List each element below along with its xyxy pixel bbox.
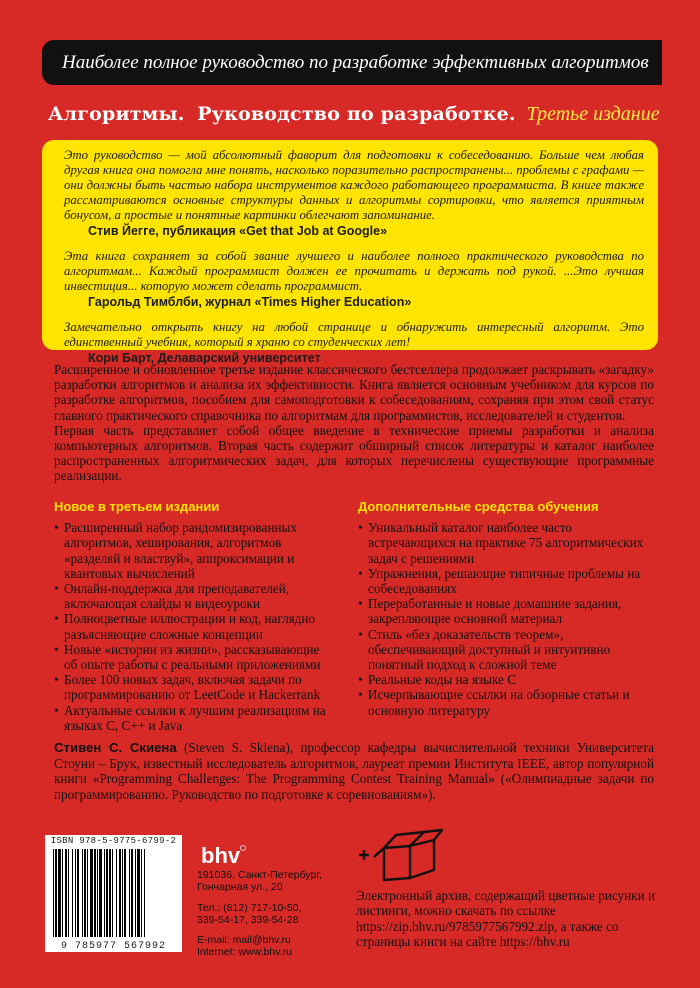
barcode-bar <box>65 849 67 937</box>
publisher-phone: Тел.: (812) 717-10-50, <box>197 901 302 914</box>
reviews-box <box>42 140 658 365</box>
list-item: • Стиль «без доказательств теорем», обеспечивающий доступный и интуитивно понятный подход к сложной теме <box>358 627 654 673</box>
publisher-website: Internet: www.bhv.ru <box>197 946 292 959</box>
barcode-bar <box>55 849 57 937</box>
list-item: • Уникальный каталог наиболее часто встречающихся на практике 75 алгоритмических задач с решениями <box>358 520 654 566</box>
title-sub: Руководство по разработке. <box>197 103 516 125</box>
barcode-bar <box>82 849 83 937</box>
new-features-column <box>54 499 334 733</box>
banner-text: Наиболее полное руководство по разработке эффективных алгоритмов <box>62 51 649 73</box>
barcode-bar <box>68 849 69 937</box>
barcode-bar <box>112 849 113 937</box>
barcode-bar <box>124 849 126 937</box>
barcode-bar <box>116 849 117 937</box>
list-item: • Упражнения, решающие типичные проблемы на собеседованиях <box>358 566 654 596</box>
barcode-bar <box>119 849 121 937</box>
barcode-bar <box>99 849 102 937</box>
publisher-address: 191036, Санкт-Петербург, <box>197 869 322 881</box>
review-text: Эта книга сохраняет за собой звание лучшего и наиболее полного практического руководства по алгоритмам... Каждый программист должен ее прочитать и держать под рукой. ...Это лучшая инвестиция... которую может сделать программист. <box>64 249 644 293</box>
author-bio <box>54 740 654 802</box>
list-item: • Новые «истории из жизни», рассказывающие об опыте работы с реальными приложениями <box>54 642 334 672</box>
open-box-icon <box>352 826 448 882</box>
list-item: • Полноцветные иллюстрации и код, наглядно разъясняющие сложные концепции <box>54 611 334 641</box>
barcode-bar <box>84 849 86 937</box>
barcode-bar <box>58 849 61 937</box>
barcode-bar <box>53 849 54 937</box>
barcode-bar <box>144 849 145 937</box>
review-text: Замечательно открыть книгу на любой странице и обнаружить интересный алгоритм. Это единственный учебник, который я храню со студенческих лет! <box>64 320 644 349</box>
title-edition: Третье издание <box>526 103 660 125</box>
description-paragraph: Первая часть представляет собой общее введение в технические приемы разработки и анализа компьютерных алгоритмов. Вторая часть содержит обширный список литературы и каталог наиболее распространенных алгоритмических задач, для которых перечислены существующие программные реализации. <box>54 422 654 484</box>
barcode-bar <box>62 849 63 937</box>
barcode-bar <box>72 849 73 937</box>
barcode-bars <box>51 849 176 937</box>
barcode-bar <box>94 849 96 937</box>
barcode-bar <box>129 849 130 937</box>
list-item: • Исчерпывающие ссылки на обзорные статьи и основную литературу <box>358 687 654 717</box>
list-item: • Расширенный набор рандомизированных алгоритмов, хеширования, алгоритмов «разделяй и властвуй», аппроксимации и квантовых вычислений <box>54 520 334 581</box>
svg-text:bhv: bhv <box>201 843 241 868</box>
list-item: • Реальные коды на языке C <box>358 672 654 687</box>
publisher-phone: 339-54-17, 339-54-28 <box>197 913 299 926</box>
publisher-contacts <box>197 869 322 959</box>
barcode-bar <box>141 849 142 937</box>
barcode-bar <box>90 849 93 937</box>
isbn-digits: 9 785977 567992 <box>60 941 166 952</box>
isbn-barcode <box>45 835 182 952</box>
list-item: • Онлайн-поддержка для преподавателей, включающая слайды и видеоуроки <box>54 581 334 611</box>
barcode-bar <box>122 849 123 937</box>
barcode-bar <box>87 849 88 937</box>
extra-tools-list <box>358 520 654 718</box>
review-author: Стив Йегге, публикация «Get that Job at Google» <box>88 224 388 238</box>
top-banner <box>42 40 662 85</box>
barcode-bar <box>104 849 105 937</box>
title-main: Алгоритмы. <box>48 103 185 125</box>
book-title <box>48 103 668 126</box>
barcode-bar <box>131 849 133 937</box>
archive-note: Электронный архив, содержащий цветные рисунки и листинги, можно скачать по ссылке https://zip.bhv.ru/9785977567992.zip, а также со страницы книги на сайте https://bhv.ru <box>356 888 656 950</box>
extra-tools-column <box>358 499 654 718</box>
barcode-bar <box>77 849 79 937</box>
barcode-bar <box>109 849 111 937</box>
barcode-bar <box>106 849 108 937</box>
new-features-list <box>54 520 334 733</box>
review-author: Кори Барт, Делаварский университет <box>88 351 321 365</box>
list-item: • Переработанные и новые домашние задания, закрепляющие основной материал <box>358 596 654 626</box>
isbn-label: ISBN 978-5-9775-6799-2 <box>50 836 177 846</box>
publisher-address: Гончарная ул., 20 <box>197 881 283 894</box>
extra-tools-heading: Дополнительные средства обучения <box>358 499 599 514</box>
list-item: • Более 100 новых задач, включая задачи по программированию от LeetCode и Hackerrank <box>54 672 334 702</box>
new-features-heading: Новое в третьем издании <box>54 499 220 514</box>
review-author: Гарольд Тимблби, журнал «Times Higher Education» <box>88 295 412 309</box>
description-paragraph: Расширенное и обновленное третье издание классического бестселлера продолжает раскрывать «загадку» разработки алгоритмов и анализа их эффективности. Книга является основным учебником для курсов по разработке алгоритмов, пособием для самоподготовки к собеседованиям, сохраняя при этом свой статус главного практического справочника по алгоритмам для программистов, исследователей и студентов. <box>54 362 654 423</box>
barcode-bar <box>137 849 140 937</box>
author-name: Стивен С. Скиена <box>54 740 177 755</box>
author-bio-text: (Steven S. Skiena), профессор кафедры вычислительной техники Университета Стоуни – Брук, известный исследователь алгоритмов, лауреат премии Института IEEE, автор популярной книги «Programming Challenges: The Programming Contest Training Manual» («Олимпиадные задачи по программированию. Руководство по подготовке к соревнованиям»). <box>54 740 655 802</box>
barcode-bar <box>97 849 98 937</box>
bhv-logo-icon <box>199 842 247 868</box>
list-item: • Актуальные ссылки к лучшим реализациям на языках C, C++ и Java <box>54 703 334 733</box>
publisher-email: E-mail: mail@bhv.ru <box>197 934 291 947</box>
barcode-bar <box>135 849 136 937</box>
barcode-bar <box>75 849 76 937</box>
book-description <box>54 362 654 484</box>
review-text: Это руководство — мой абсолютный фаворит для подготовки к собеседованию. Больше чем любая другая книга она помогла мне понять, насколько поразительно распространены... проблемы с графами — они должны быть частью набора инструментов каждого работающего программиста. В книге также рассматриваются основные структуры данных и алгоритмы сортировки, что является приятным бонусом, а простые и понятные картинки облегчают запоминание. <box>64 148 644 222</box>
